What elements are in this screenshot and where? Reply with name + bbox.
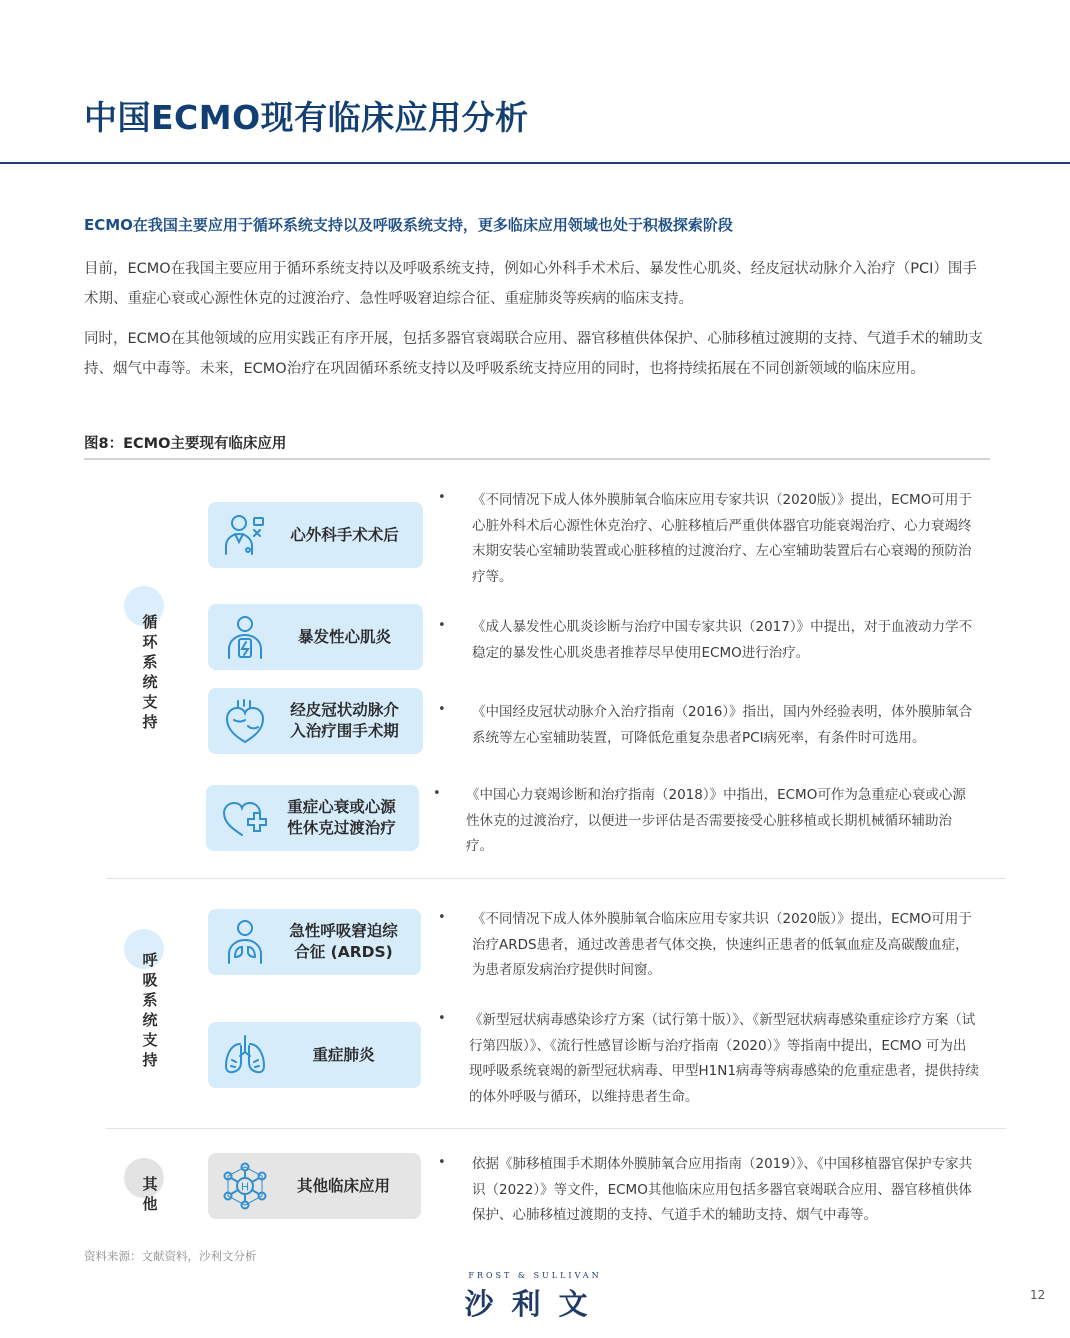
application-description: 《新型冠状病毒感染诊疗方案（试行第十版）》、《新型冠状病毒感染重症诊疗方案（试行第四版）》、《流行性感冒诊断与治疗指南（2020）》等指南中提出，ECMO 可为出现呼吸系统衰竭的新型冠状病毒、甲型H1N1病毒等病毒感染的危重症患者，提供持续的体外呼吸与循环，以维持患者生命。 [469, 1012, 979, 1105]
application-label: 心外科手术术后 [290, 525, 399, 544]
heart-anatomy-icon [220, 696, 270, 746]
application-card [208, 502, 423, 568]
doctor-surgery-icon [220, 510, 270, 560]
application-description: 依据《肺移植围手术期体外膜肺氧合应用指南（2019）》、《中国移植器官保护专家共识（2022）》等文件，ECMO其他临床应用包括多器官衰竭联合应用、器官移植供体保护、心肺移植过渡期的支持、气道手术的辅助支持、烟气中毒等。 [472, 1156, 973, 1223]
application-card [208, 1022, 421, 1088]
application-card [208, 909, 421, 975]
application-card [208, 604, 423, 670]
source-note: 资料来源：文献资料，沙利文分析 [84, 1249, 257, 1263]
page-title: 中国ECMO现有临床应用分析 [84, 98, 529, 137]
lungs-icon [220, 1030, 270, 1080]
intro-paragraph-1: 目前，ECMO在我国主要应用于循环系统支持以及呼吸系统支持，例如心外科手术术后、暴发性心肌炎、经皮冠状动脉介入治疗（PCI）围手术期、重症心衰或心源性休克的过渡治疗、急性呼吸窘迫综合征、重症肺炎等疾病的临床支持。 [84, 261, 977, 307]
bullet: • [433, 786, 441, 801]
bullet: • [438, 702, 446, 717]
category-circulation-label: 循环系统支持 [142, 613, 158, 731]
bullet: • [438, 1011, 446, 1026]
application-card [208, 1153, 421, 1219]
title-divider [0, 162, 1070, 164]
application-description: 《中国经皮冠状动脉介入治疗指南（2016）》指出，国内外经验表明，体外膜肺氧合系统等左心室辅助装置，可降低危重复杂患者PCI病死率，有条件时可选用。 [472, 704, 973, 746]
figure-caption: 图8：ECMO主要现有临床应用 [84, 436, 287, 452]
heart-plus-icon [218, 793, 268, 843]
application-label: 暴发性心肌炎 [297, 627, 391, 646]
intro-paragraph-2: 同时，ECMO在其他领域的应用实践正有序开展，包括多器官衰竭联合应用、器官移植供体保护、心肺移植过渡期的支持、气道手术的辅助支持、烟气中毒等。未来，ECMO治疗在巩固循环系统支持以及呼吸系统支持应用的同时，也将持续拓展在不同创新领域的临床应用。 [84, 331, 983, 377]
brand-logo-english: FROST & SULLIVAN [468, 1271, 602, 1280]
application-card [206, 785, 419, 851]
category-respiratory-label: 呼吸系统支持 [142, 951, 158, 1069]
application-description: 《不同情况下成人体外膜肺氧合临床应用专家共识（2020版）》提出，ECMO可用于治疗ARDS患者，通过改善患者气体交换，快速纠正患者的低氧血症及高碳酸血症，为患者原发病治疗提供时间窗。 [472, 911, 972, 978]
svg-text:H: H [240, 1180, 250, 1194]
bullet: • [438, 910, 446, 925]
application-label: 重症肺炎 [312, 1045, 375, 1064]
category-other-label: 其他 [142, 1175, 158, 1213]
hydrogen-molecule-icon [220, 1161, 270, 1211]
bullet: • [438, 1155, 446, 1170]
patient-battery-icon [220, 612, 270, 662]
application-label: 急性呼吸窘迫综 合征 (ARDS) [289, 922, 398, 961]
patient-lungs-icon [220, 917, 270, 967]
application-label: 经皮冠状动脉介 入治疗围手术期 [290, 701, 399, 740]
application-description: 《中国心力衰竭诊断和治疗指南（2018）》中指出，ECMO可作为急重症心衰或心源性休克的过渡治疗，以便进一步评估是否需要接受心脏移植或长期机械循环辅助治疗。 [466, 787, 966, 854]
bullet: • [438, 618, 446, 633]
application-description: 《不同情况下成人体外膜肺氧合临床应用专家共识（2020版）》提出，ECMO可用于心脏外科术后心源性休克治疗、心脏移植后严重供体器官功能衰竭治疗、心力衰竭终末期安装心室辅助装置或心脏移植的过渡治疗、左心室辅助装置后右心衰竭的预防治疗等。 [472, 492, 972, 585]
section-separator [106, 1128, 1006, 1129]
page-number: 12 [1030, 1288, 1046, 1302]
section-subtitle: ECMO在我国主要应用于循环系统支持以及呼吸系统支持，更多临床应用领域也处于积极探索阶段 [84, 216, 733, 234]
bullet: • [438, 490, 446, 505]
application-label: 其他临床应用 [296, 1176, 390, 1195]
figure-divider [84, 458, 990, 460]
section-separator [106, 878, 1006, 879]
application-description: 《成人暴发性心肌炎诊断与治疗中国专家共识（2017）》中提出，对于血液动力学不稳定的暴发性心肌炎患者推荐尽早使用ECMO进行治疗。 [472, 619, 973, 661]
application-card [208, 688, 423, 754]
brand-logo-chinese: 沙利文 [464, 1287, 606, 1321]
application-label: 重症心衰或心源 性休克过渡治疗 [287, 798, 396, 837]
